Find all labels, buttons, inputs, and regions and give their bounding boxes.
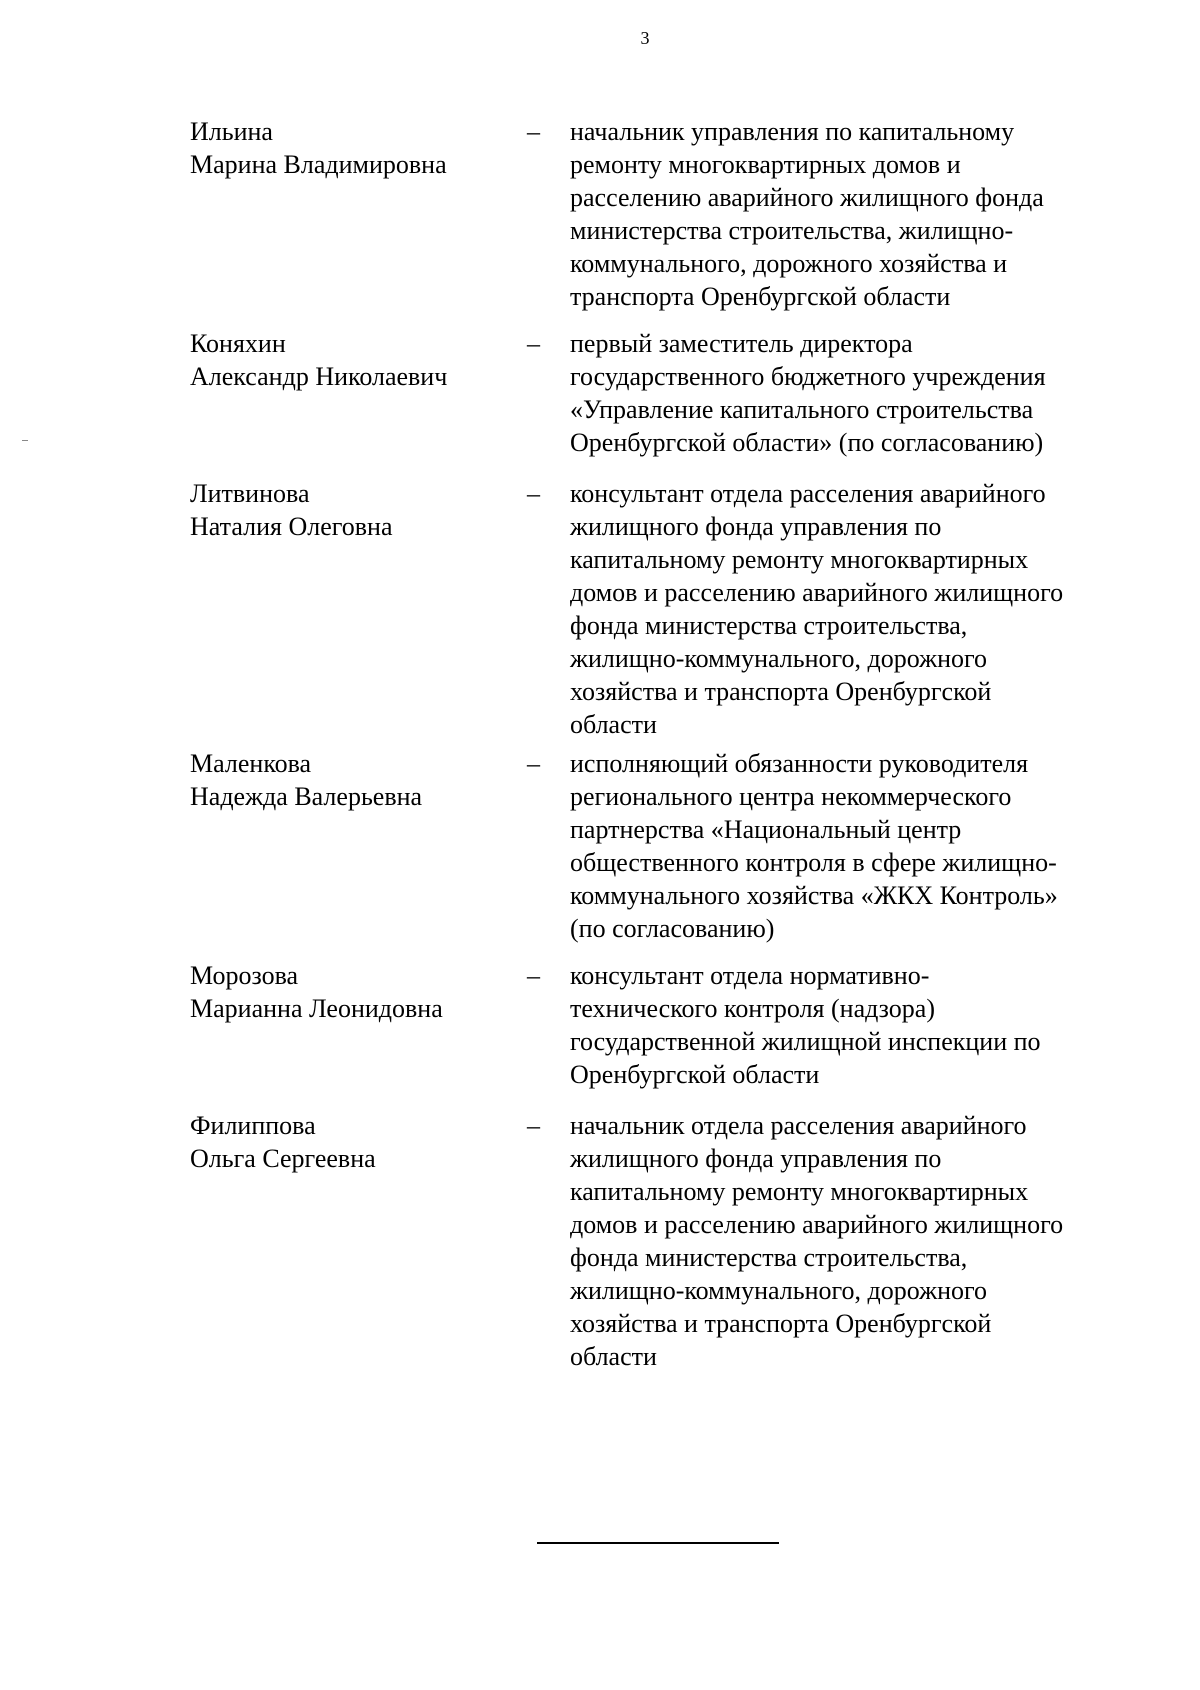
member-name — [190, 327, 520, 393]
member-position — [570, 327, 1130, 459]
member-name — [190, 115, 520, 181]
member-position-line: Оренбургской области» (по согласованию) — [570, 428, 1044, 457]
member-given-names: Марина Владимировна — [190, 150, 447, 179]
member-position-line: жилищного фонда управления по — [570, 512, 942, 541]
member-position-line: «Управление капитального строительства — [570, 395, 1034, 424]
member-position-line: министерства строительства, жилищно- — [570, 216, 1014, 245]
member-position-line: транспорта Оренбургской области — [570, 282, 951, 311]
member-position-line: области — [570, 710, 657, 739]
member-surname: Морозова — [190, 961, 299, 990]
member-position-line: хозяйства и транспорта Оренбургской — [570, 1309, 992, 1338]
member-position-line: (по согласованию) — [570, 914, 775, 943]
member-dash: – — [527, 479, 540, 508]
member-position-line: капитальному ремонту многоквартирных — [570, 1177, 1029, 1206]
member-position-line: начальник управления по капитальному — [570, 117, 1015, 146]
member-name — [190, 747, 520, 813]
member-given-names: Александр Николаевич — [190, 362, 448, 391]
member-position-line: домов и расселению аварийного жилищного — [570, 578, 1064, 607]
member-position-line: жилищно-коммунального, дорожного — [570, 1276, 988, 1305]
member-surname: Коняхин — [190, 329, 286, 358]
member-position-line: расселению аварийного жилищного фонда — [570, 183, 1044, 212]
member-position-line: жилищно-коммунального, дорожного — [570, 644, 988, 673]
member-dash: – — [527, 329, 540, 358]
member-position — [570, 1109, 1130, 1373]
member-position — [570, 747, 1130, 945]
member-surname: Литвинова — [190, 479, 310, 508]
member-name — [190, 1109, 520, 1175]
member-position-line: хозяйства и транспорта Оренбургской — [570, 677, 992, 706]
member-position-line: начальник отдела расселения аварийного — [570, 1111, 1027, 1140]
member-position-line: капитальному ремонту многоквартирных — [570, 545, 1029, 574]
member-surname: Ильина — [190, 117, 273, 146]
member-position-line: Оренбургской области — [570, 1060, 820, 1089]
member-position-line: технического контроля (надзора) — [570, 994, 935, 1023]
member-given-names: Наталия Олеговна — [190, 512, 393, 541]
member-dash: – — [527, 961, 540, 990]
member-position-line: исполняющий обязанности руководителя — [570, 749, 1029, 778]
member-position-line: регионального центра некоммерческого — [570, 782, 1012, 811]
member-position-line: консультант отдела расселения аварийного — [570, 479, 1046, 508]
member-given-names: Ольга Сергеевна — [190, 1144, 376, 1173]
member-given-names: Марианна Леонидовна — [190, 994, 443, 1023]
member-surname: Маленкова — [190, 749, 312, 778]
end-of-list-rule — [537, 1542, 779, 1544]
member-surname: Филиппова — [190, 1111, 316, 1140]
member-position-line: первый заместитель директора — [570, 329, 913, 358]
page-number: 3 — [640, 28, 650, 48]
member-dash: – — [527, 117, 540, 146]
member-position-line: жилищного фонда управления по — [570, 1144, 942, 1173]
member-name — [190, 477, 520, 543]
member-position-line: домов и расселению аварийного жилищного — [570, 1210, 1064, 1239]
member-dash: – — [527, 749, 540, 778]
member-position-line: фонда министерства строительства, — [570, 611, 968, 640]
member-position-line: ремонту многоквартирных домов и — [570, 150, 961, 179]
member-position-line: консультант отдела нормативно- — [570, 961, 930, 990]
member-position-line: партнерства «Национальный центр — [570, 815, 962, 844]
member-dash: – — [527, 1111, 540, 1140]
margin-mark — [22, 440, 28, 441]
member-name — [190, 959, 520, 1025]
member-position-line: общественного контроля в сфере жилищно- — [570, 848, 1057, 877]
member-given-names: Надежда Валерьевна — [190, 782, 423, 811]
member-position — [570, 477, 1130, 741]
member-position-line: области — [570, 1342, 657, 1371]
member-position-line: коммунального хозяйства «ЖКХ Контроль» — [570, 881, 1058, 910]
member-position — [570, 959, 1130, 1091]
member-position-line: государственного бюджетного учреждения — [570, 362, 1046, 391]
member-position — [570, 115, 1130, 313]
member-position-line: фонда министерства строительства, — [570, 1243, 968, 1272]
member-position-line: коммунального, дорожного хозяйства и — [570, 249, 1008, 278]
member-position-line: государственной жилищной инспекции по — [570, 1027, 1041, 1056]
